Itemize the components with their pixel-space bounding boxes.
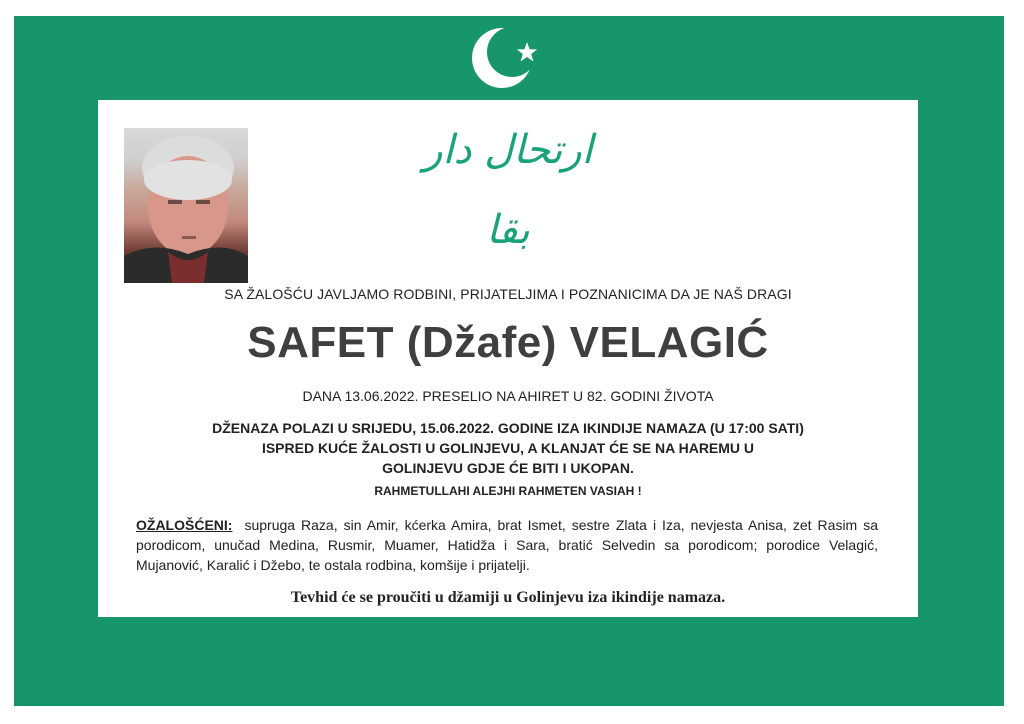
funeral-line: DŽENAZA POLAZI U SRIJEDU, 15.06.2022. GODINE IZA IKINDIJE NAMAZA (U 17:00 SATI) xyxy=(212,420,804,436)
funeral-line: GOLINJEVU GDJE ĆE BITI I UKOPAN. xyxy=(382,460,634,476)
mourners-label: OŽALOŠĆENI: xyxy=(136,517,233,533)
mourners-list: supruga Raza, sin Amir, kćerka Amira, brat Ismet, sestre Zlata i Iza, nevjesta Anisa, zet Rasim sa porodicom, unučad Medina, Rusmir, Muamer, Hatidža i Sara, bratić Selvedin sa porodicom; porodice Velagić, Mujanović, Karalić i Džebo, te ostala rodbina, komšije i prijatelji. xyxy=(136,517,879,573)
deceased-portrait-photo xyxy=(124,128,248,283)
crescent-star-icon xyxy=(468,24,548,92)
funeral-details xyxy=(98,418,918,478)
date-of-death-text: DANA 13.06.2022. PRESELIO NA AHIRET U 82. GODINI ŽIVOTA xyxy=(302,388,714,404)
mourners-paragraph xyxy=(136,515,878,575)
arabic-calligraphy: ارتحال دار بقا xyxy=(423,127,593,253)
funeral-line: ISPRED KUĆE ŽALOSTI U GOLINJEVU, A KLANJAT ĆE SE NA HAREMU U xyxy=(261,440,755,456)
tevhid-notice: Tevhid će se proučiti u džamiji u Golinjevu iza ikindije namaza. xyxy=(290,589,726,606)
prayer-text: RAHMETULLAHI ALEJHI RAHMETEN VASIAH ! xyxy=(374,484,642,498)
obituary-card xyxy=(98,100,918,617)
intro-text: SA ŽALOŠĆU JAVLJAMO RODBINI, PRIJATELJIMA I POZNANICIMA DA JE NAŠ DRAGI xyxy=(224,286,792,302)
deceased-name: SAFET (Džafe) VELAGIĆ xyxy=(247,318,769,367)
